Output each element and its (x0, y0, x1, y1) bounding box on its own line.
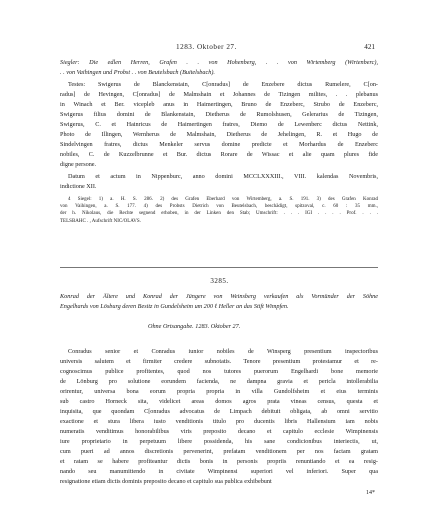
witnesses-line: Swigerus, C. et Hainricus de Haimertingen fratres, Diemo de Lewenberc dictus Nettink, (60, 121, 378, 128)
summary-paragraph (60, 292, 378, 311)
body-line: orirentur, universa bona eorum propria propria in villa Gundolfsheim et eius terminis (60, 388, 378, 395)
summary-line: Engelhards von Lösburg deren Besitz in Gundelsheim um 200 ℓ Heller an das Stift Wimpfen. (60, 302, 289, 310)
section-divider (60, 267, 378, 268)
datum-line: indictione XII. (60, 183, 97, 190)
body-line: cum pueri ad annos discretionis pervenerint, prefatam venditionem per nos factam gratam (60, 448, 378, 455)
footnote-line: TELSBAHC . , Aufschrift NIC/OLAVS. (60, 218, 141, 224)
seals-line: Siegler: Die edlen Herren, Grafen . . von Hohenberg, . . von Wirtemberg (Wirtenberc), (60, 59, 378, 66)
body-line: nando seu manumittendo in civitate Wimpinensi superiori vel inferiori. Super qua (60, 468, 378, 475)
witnesses-line: Photo de Illingen, Wernherus de Malmshain, Dietherus de Jehelingen, R. et Hugo de (60, 131, 378, 138)
body-line: sub castro Horneck sita, videlicet areas domos agros prata vineas census, questa et (60, 398, 378, 405)
footnote-line: von Vaihingen, a. S. 177. 4) des Probsts Dietrich von Beutelsbach, beschädigt, spitzoval, c. 60 : 35 mm., (60, 204, 378, 210)
charter-text (60, 347, 378, 487)
body-line: iure proprietario in perpetuum libere possidenda, his sane condicionibus interiectis, ut, (60, 438, 378, 445)
footnote-line: der h. Nikolaus, die Rechte segnend erhoben, in der Linken den Stab; Umschrift: . . . IGI . . . . Prof. . . . (60, 211, 378, 217)
running-header-date: 1283. Oktober 27. (176, 43, 237, 51)
body-line: numeratis venditimus honorabilibus viris preposito decano et capitulo ecclesie Wimpinensis (60, 428, 378, 435)
seals-paragraph (60, 58, 378, 78)
body-line: et ratam se habere profiteantur dictis bonis in personis propriis renuntiando et ea resig- (60, 458, 378, 465)
body-line: cognoscimus publice profitentes, quod nos tutores puerorum Engelhardi bone memorie (60, 368, 378, 375)
witnesses-line: Sindelvingen fratres, dictus Menkeler servus domine predicte et Morhardus de Enzeberc (60, 141, 378, 148)
witnesses-line: in Winach et Ber. vicepleb anus in Haimertingen, Bruno de Enzeberc, Strubo de Enzeberc, (60, 101, 378, 108)
witnesses-line: digne persone. (60, 161, 97, 168)
summary-line: Konrad der Ältere und Konrad der Jüngere von Weinsberg verkaufen als Vormünder der Söhne (60, 293, 378, 300)
body-line: de Lönburg pro solutione eorundem facienda, ne dampna gravia et pericla intollerabilia (60, 378, 378, 385)
witnesses-line: nobiles, C. de Kuzzelbrunne et Bur. dictus Rorare de Wissac et alie quam plures fide (60, 151, 378, 158)
source-line: Ohne Ortsangabe. 1283. Oktober 27. (148, 323, 241, 330)
document-number: 3285. (210, 277, 229, 285)
witnesses-paragraph (60, 80, 378, 170)
footnote-line: 4 Siegel: 1) a. H. S. 286. 2) des Grafen Eberhard von Wirtemberg, a. S. 191. 3) des Grafen Konrad (68, 197, 378, 202)
witnesses-line: Swigerus filius domini de Blankenstain, Dietherus de Rumolshusen, Gelerarius de Tizingen, (60, 111, 378, 118)
body-line: exactione et stura libera iusto venditionis titulo pro ducentis libris Hallensium iam nobis (60, 418, 378, 425)
witnesses-line: Testes: Swigerus de Blanckenstain, C[onradus] de Enzebere dictus Rumelere, C[on- (68, 81, 378, 88)
body-line: universis salutem et firmiter credere subnotatis. Tenore presentium protestamur et re- (60, 358, 378, 365)
footnote-block (60, 196, 378, 225)
body-line: inquisita, que quondam C[onradus advocatus de Limpach debituit obligata, ab omni servitio (60, 408, 378, 415)
datum-paragraph (60, 172, 378, 192)
page-number: 421 (364, 43, 375, 51)
datum-line: Datum et actum in Nippenburc, anno domini MCCLXXXIII., VIII. kalendas Novembris, (68, 173, 378, 180)
body-line: resignatione etiam dictis dominis preposito decano et capitulo sua publica exhibebunt (60, 478, 272, 485)
signature-mark: 14* (366, 490, 375, 496)
seals-line: . . von Vaihingen und Probst . . von Beutelsbach (Buitelsbach). (60, 69, 215, 76)
body-line: Conradus senior et Conradus iunior nobiles de Winsperg presentium inspectoribus (68, 348, 378, 355)
witnesses-line: radus] de Hevingen, C[onradus] de Malmshain et Johannes de Tizingen milites, . . plebanus (60, 91, 378, 98)
